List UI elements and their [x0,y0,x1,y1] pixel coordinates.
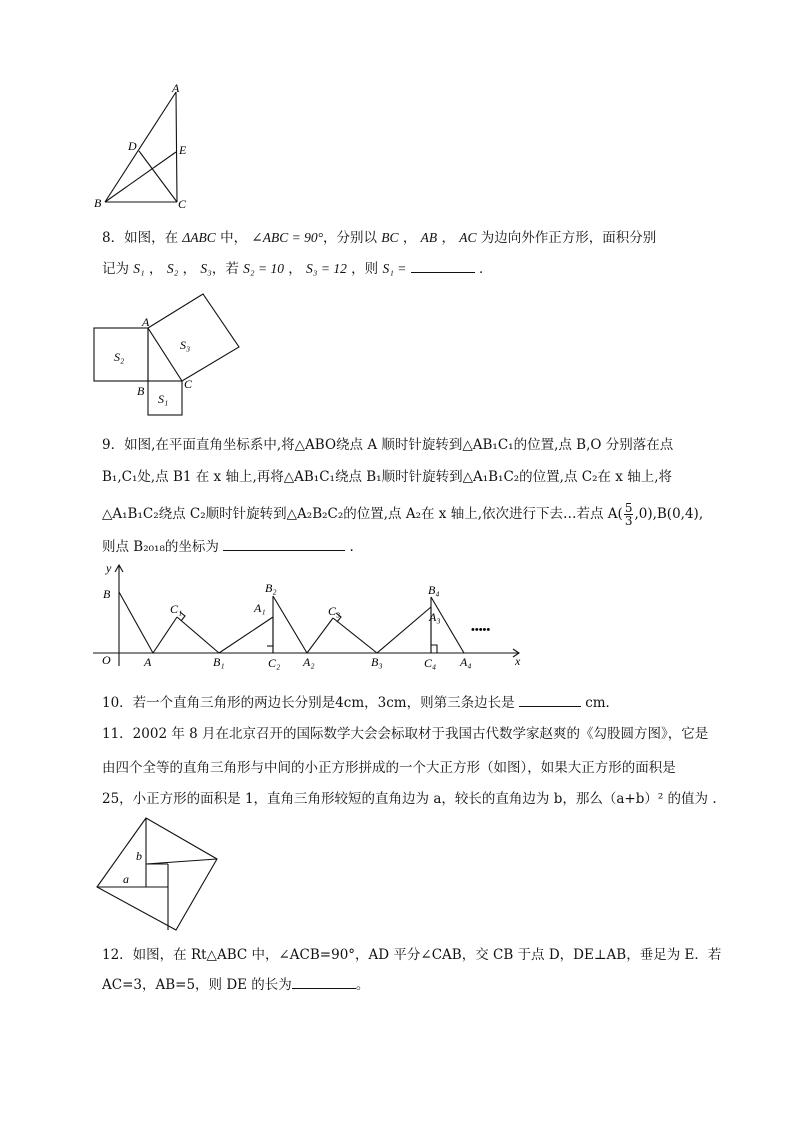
label-A: A [142,315,150,329]
question-8-line2: 记为 S₁ ， S₂ ， S₃，若 S₂ = 10 ， S₃ = 12 ，则 S₁ = ． [102,261,493,277]
label-D: D [128,139,137,153]
answer-blank-q8[interactable] [411,271,475,273]
label-A1: A₁ [254,601,266,615]
label-B: B [137,384,145,398]
label-E: E [179,143,187,157]
label-C2: C₂ [268,656,281,670]
label-B: B [94,196,102,210]
question-10: 10．若一个直角三角形的两边长分别是4cm，3cm，则第三条边长是 cm． [102,695,620,711]
label-S2: S₂ [114,350,125,364]
question-9-line4: 则点 B₂₀₁₈的坐标为 . [102,539,354,555]
label-B1: B₁ [213,655,225,669]
answer-blank-q10[interactable] [519,705,581,707]
label-S1: S₁ [158,392,169,406]
string-diagram-figure-q11 [90,810,230,940]
axis-label-y: y [106,561,112,575]
label-B4: B₄ [428,583,440,597]
squares-figure-q8 [88,290,248,420]
question-11: 11．2002 年 8 月在北京召开的国际数学大会会标取材于我国古代数学家赵爽的《勾股圆方图》，它是 [102,726,709,742]
label-C: C [178,197,187,211]
question-11-line2: 由四个全等的直角三角形与中间的小正方形拼成的一个大正方形（如图），如果大正方形的面积是 [102,760,676,776]
label-B2: B₂ [265,581,277,595]
axis-label-x: x [515,654,521,668]
label-A2: A₂ [303,655,315,669]
label-C3: C₃ [328,604,341,618]
label-B3: B₃ [371,655,383,669]
question-8: 8．如图，在 ΔABC 中， ∠ABC = 90°，分别以 BC ， AB ， AC 为边向外作正方形，面积分别 [102,230,657,246]
answer-blank-q12[interactable] [292,987,356,989]
label-S3: S₃ [180,338,191,352]
label-C4: C₄ [424,656,437,670]
label-A3: A₃ [429,610,441,624]
coordinate-figure-q9 [88,560,538,675]
answer-blank-q9[interactable] [223,549,345,551]
question-9: 9．如图,在平面直角坐标系中,将△ABO绕点 A 顺时针旋转到△AB₁C₁的位置,点 B,O 分别落在点 [102,437,674,453]
triangle-figure-q7 [90,80,210,215]
label-a: a [123,872,129,886]
question-12: 12．如图，在 Rt△ABC 中，∠ACB=90°，AD 平分∠CAB，交 CB 于点 D，DE⊥AB，垂足为 E．若 [102,947,722,963]
fraction-five-thirds: $\frac{5}{3}$ [624,501,633,528]
label-A: A [172,81,180,95]
question-12-line2: AC=3，AB=5，则 DE 的长为 。 [102,977,370,993]
label-b: b [136,849,142,863]
label-C: C [184,377,193,391]
question-9-line3: △A₁B₁C₂绕点 C₂顺时针旋转到△A₂B₂C₂的位置,点 A₂在 x 轴上,依次进行下去…若点 A( $\frac{5}{3}$ ,0),B(0,4), [102,501,704,528]
question-9-line2: B₁,C₁处,点 B1 在 x 轴上,再将△AB₁C₁绕点 B₁顺时针旋转到△A₁B₁C₂的位置,点 C₂在 x 轴上,将 [102,469,672,485]
label-A: A [144,655,152,669]
label-O: O [102,653,111,667]
label-C1: C₁ [170,602,183,616]
label-B: B [103,587,111,601]
question-11-line3: 25，小正方形的面积是 1，直角三角形较短的直角边为 a，较长的直角边为 b，那么（a+b）² 的值为 . [102,791,717,807]
label-A4: A₄ [460,655,472,669]
continuation-dots: ••••• [471,624,491,636]
